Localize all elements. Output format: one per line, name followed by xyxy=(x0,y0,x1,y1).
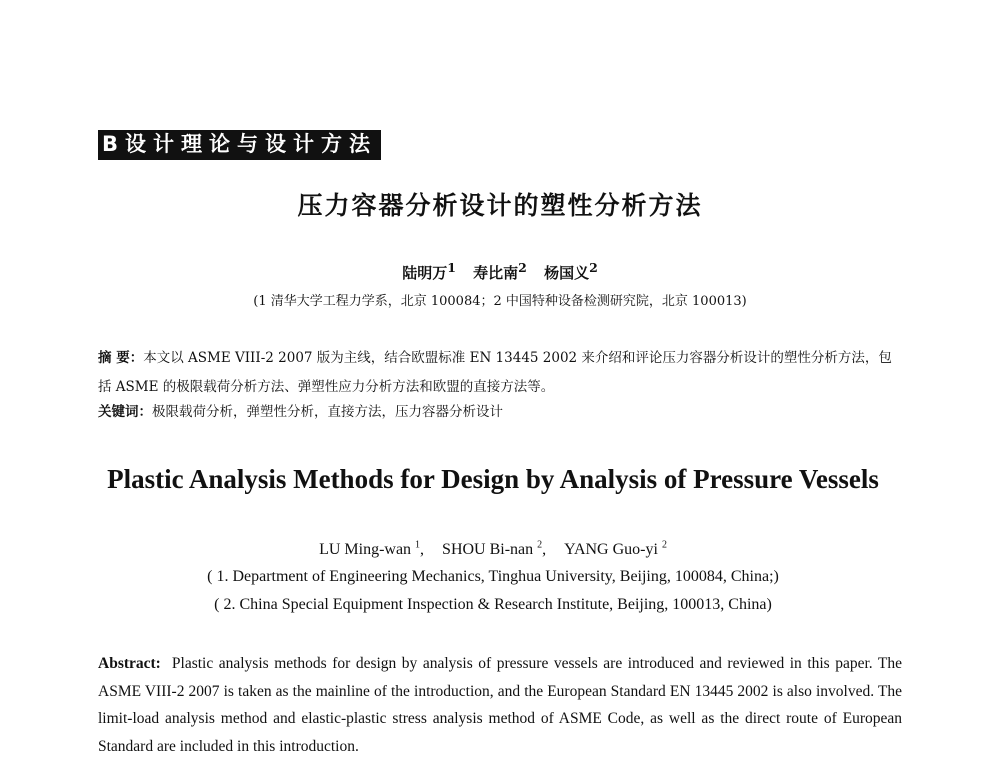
chinese-abstract-label: 摘 要： xyxy=(98,350,144,366)
chinese-title: 压力容器分析设计的塑性分析方法 xyxy=(297,191,703,220)
section-label: B设计理论与设计方法 xyxy=(98,130,381,160)
english-author: LU Ming-wan $^1$, xyxy=(319,540,425,559)
english-title: Plastic Analysis Methods for Design by Analysis of Pressure Vessels xyxy=(107,464,879,494)
chinese-abstract xyxy=(98,344,898,402)
english-author: SHOU Bi-nan $^2$, xyxy=(442,540,547,559)
english-affiliation-2: ( 2. China Special Equipment Inspection & Research Institute, Beijing, 100013, China) xyxy=(214,596,772,613)
english-affiliation-1: ( 1. Department of Engineering Mechanics, Tinghua University, Beijing, 100084, China;) xyxy=(207,568,779,585)
english-authors xyxy=(0,540,986,559)
chinese-affiliation: (1 清华大学工程力学系，北京 100084；2 中国特种设备检测研究院，北京 100013) xyxy=(253,294,747,309)
english-abstract-text: Plastic analysis methods for design by analysis of pressure vessels are introduced and reviewed in this paper. The ASME VIII-2 2007 is taken as the mainline of the introduction, and the European Standard EN 13445 2002 is also involved. The limit-load analysis method and elastic-plastic stress analysis method of ASME Code, as well as the direct route of European Standard are included in this introduction. xyxy=(98,655,903,755)
chinese-author: 陆明万$^1$ xyxy=(402,260,456,282)
chinese-keywords-text: 极限载荷分析，弹塑性分析，直接方法，压力容器分析设计 xyxy=(152,404,503,420)
chinese-authors xyxy=(0,260,1000,283)
english-author: YANG Guo-yi $^2$ xyxy=(564,540,667,559)
chinese-author: 寿比南$^2$ xyxy=(473,260,527,282)
chinese-abstract-text: 本文以 ASME VIII-2 2007 版为主线，结合欧盟标准 EN 13445 2002 来介绍和评论压力容器分析设计的塑性分析方法，包括 ASME 的极限载荷分析方法、弹塑性应力分析方法和欧盟的直接方法等。 xyxy=(98,350,892,395)
english-abstract-label: Abstract: xyxy=(98,655,161,672)
english-abstract xyxy=(98,650,902,760)
chinese-keywords xyxy=(98,401,898,423)
chinese-author: 杨国义$^2$ xyxy=(544,260,598,282)
chinese-keywords-label: 关键词： xyxy=(98,404,152,420)
